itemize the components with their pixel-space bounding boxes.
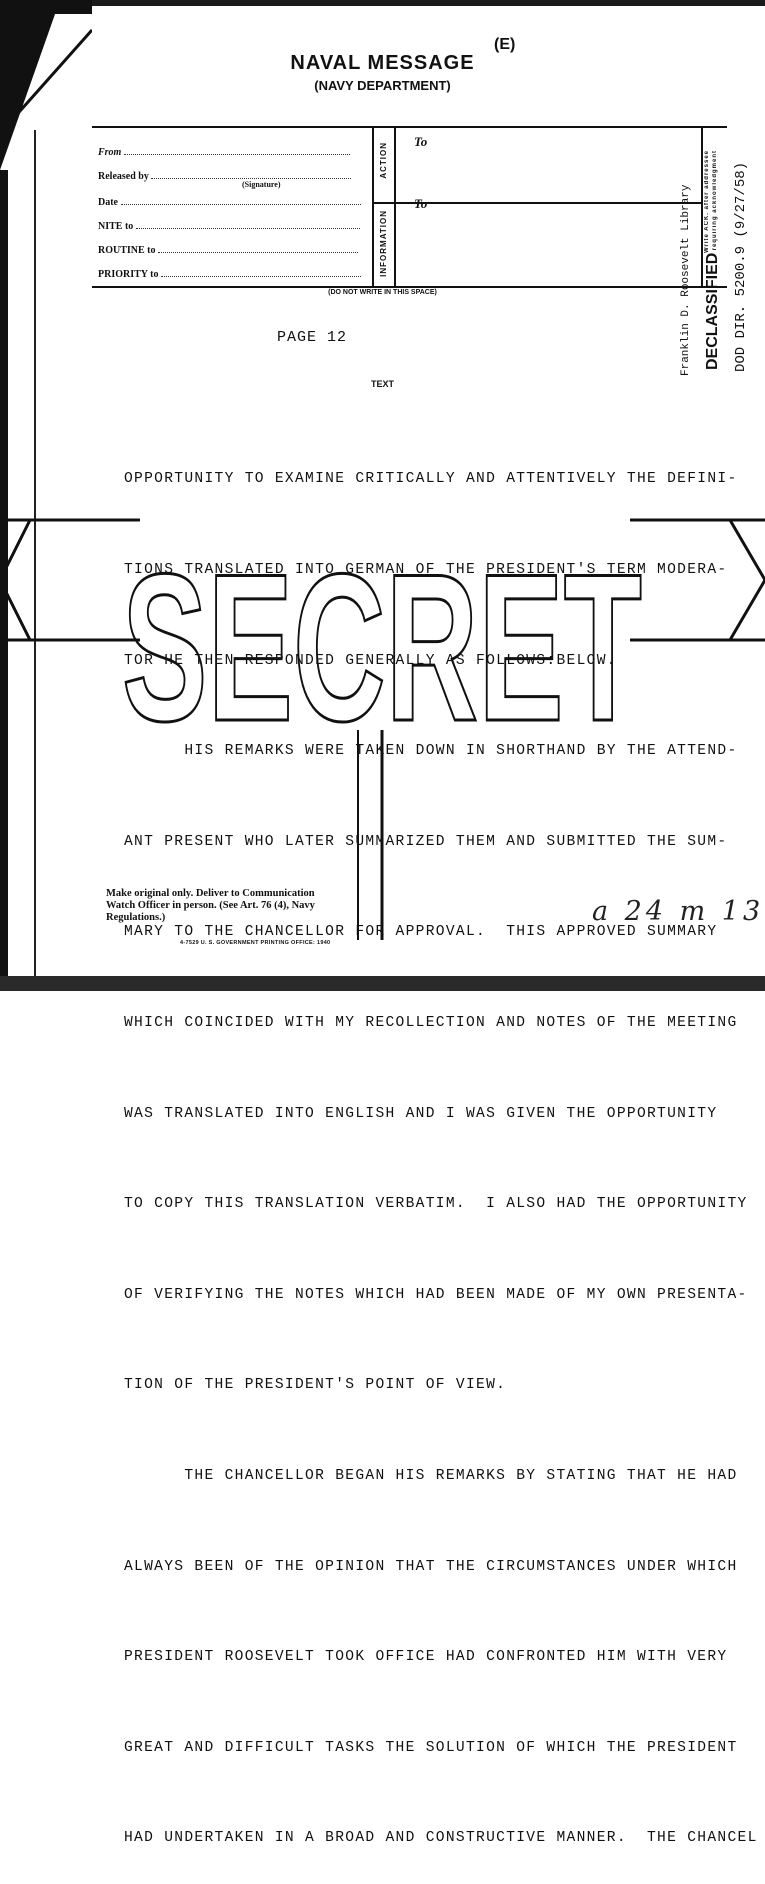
action-label: ACTION bbox=[379, 142, 388, 179]
nite-field bbox=[98, 220, 368, 232]
body-line: TIONS TRANSLATED INTO GERMAN OF THE PRESIDENT'S TERM MODERA- bbox=[124, 562, 728, 578]
message-body bbox=[124, 404, 764, 1884]
page-number: PAGE 12 bbox=[277, 329, 348, 346]
body-line: WHICH COINCIDED WITH MY RECOLLECTION AND NOTES OF THE MEETING bbox=[124, 1014, 738, 1031]
routine-label: ROUTINE to bbox=[98, 245, 156, 256]
body-line: TION OF THE PRESIDENT'S POINT OF VIEW. bbox=[124, 1377, 507, 1394]
text-section-label: TEXT bbox=[370, 379, 394, 389]
released-by-field bbox=[98, 170, 368, 182]
from-field bbox=[98, 146, 368, 158]
released-by-label: Released by bbox=[98, 171, 149, 182]
body-line: WAS TRANSLATED INTO ENGLISH AND I WAS GIVEN THE OPPORTUNITY bbox=[124, 1105, 718, 1122]
body-line: ANT PRESENT WHO LATER SUMMARIZED THEM AND SUBMITTED THE SUM- bbox=[124, 833, 728, 850]
delivery-instruction: Make original only. Deliver to Communication Watch Officer in person. (See Art. 76 (4), Navy Regulations.) bbox=[106, 888, 315, 923]
body-line: HIS REMARKS WERE TAKEN DOWN IN SHORTHAND BY THE ATTEND- bbox=[124, 743, 738, 760]
body-line: TOR HE THEN RESPONDED GENERALLY AS FOLLOWS:BELOW. bbox=[124, 652, 617, 669]
body-line: OF VERIFYING THE NOTES WHICH HAD BEEN MADE OF MY OWN PRESENTA- bbox=[124, 1286, 748, 1303]
form-divider bbox=[372, 128, 374, 286]
body-line: PRESIDENT ROOSEVELT TOOK OFFICE HAD CONFRONTED HIM WITH VERY bbox=[124, 1649, 728, 1666]
do-not-write-note: (DO NOT WRITE IN THIS SPACE) bbox=[328, 289, 437, 296]
signature-note: (Signature) bbox=[242, 180, 281, 189]
priority-label: PRIORITY to bbox=[98, 269, 159, 280]
document-title: NAVAL MESSAGE bbox=[290, 52, 475, 74]
page-edge-left bbox=[0, 0, 92, 991]
body-line: OPPORTUNITY TO EXAMINE CRITICALLY AND ATTENTIVELY THE DEFINI- bbox=[124, 471, 738, 488]
from-label: From bbox=[98, 147, 122, 158]
priority-field bbox=[98, 268, 368, 280]
routine-field bbox=[98, 244, 368, 256]
action-to-label: To bbox=[414, 134, 428, 149]
body-line: HAD UNDERTAKEN IN A BROAD AND CONSTRUCTIVE MANNER. THE CHANCEL bbox=[124, 1830, 758, 1847]
form-divider bbox=[701, 128, 703, 286]
nite-label: NITE to bbox=[98, 221, 134, 232]
page-edge-top bbox=[0, 0, 765, 26]
print-code: 4-7529 U. S. GOVERNMENT PRINTING OFFICE: 1940 bbox=[180, 940, 331, 946]
declassified-stamp: DECLASSIFIED bbox=[704, 252, 721, 370]
routing-form bbox=[92, 126, 727, 288]
form-divider bbox=[394, 128, 396, 286]
date-label: Date bbox=[98, 197, 118, 208]
secret-stamp-text: SECRET bbox=[122, 530, 642, 765]
body-line: GREAT AND DIFFICULT TASKS THE SOLUTION OF WHICH THE PRESIDENT bbox=[124, 1739, 738, 1756]
handwritten-note: a 24 m 13 bbox=[592, 896, 765, 927]
body-line: ALWAYS BEEN OF THE OPINION THAT THE CIRCUMSTANCES UNDER WHICH bbox=[124, 1558, 738, 1575]
body-line: THE CHANCELLOR BEGAN HIS REMARKS BY STATING THAT HE HAD bbox=[124, 1467, 738, 1484]
corner-mark: (E) bbox=[494, 36, 516, 53]
body-line: TO COPY THIS TRANSLATION VERBATIM. I ALSO HAD THE OPPORTUNITY bbox=[124, 1196, 748, 1213]
information-to-label: To bbox=[414, 196, 428, 211]
dod-directive-stamp: DOD DIR. 5200.9 (9/27/58) bbox=[733, 161, 749, 372]
document-subtitle: (NAVY DEPARTMENT) bbox=[314, 78, 451, 93]
information-label: INFORMATION bbox=[379, 210, 388, 277]
date-field bbox=[98, 196, 368, 208]
ack-note-2: requiring acknowledgment bbox=[712, 150, 718, 251]
body-line: MARY TO THE CHANCELLOR FOR APPROVAL. THIS APPROVED SUMMARY bbox=[124, 924, 718, 941]
ack-note: Write ACK. after addressee bbox=[704, 150, 710, 254]
library-stamp: Franklin D. Roosevelt Library bbox=[680, 184, 692, 376]
